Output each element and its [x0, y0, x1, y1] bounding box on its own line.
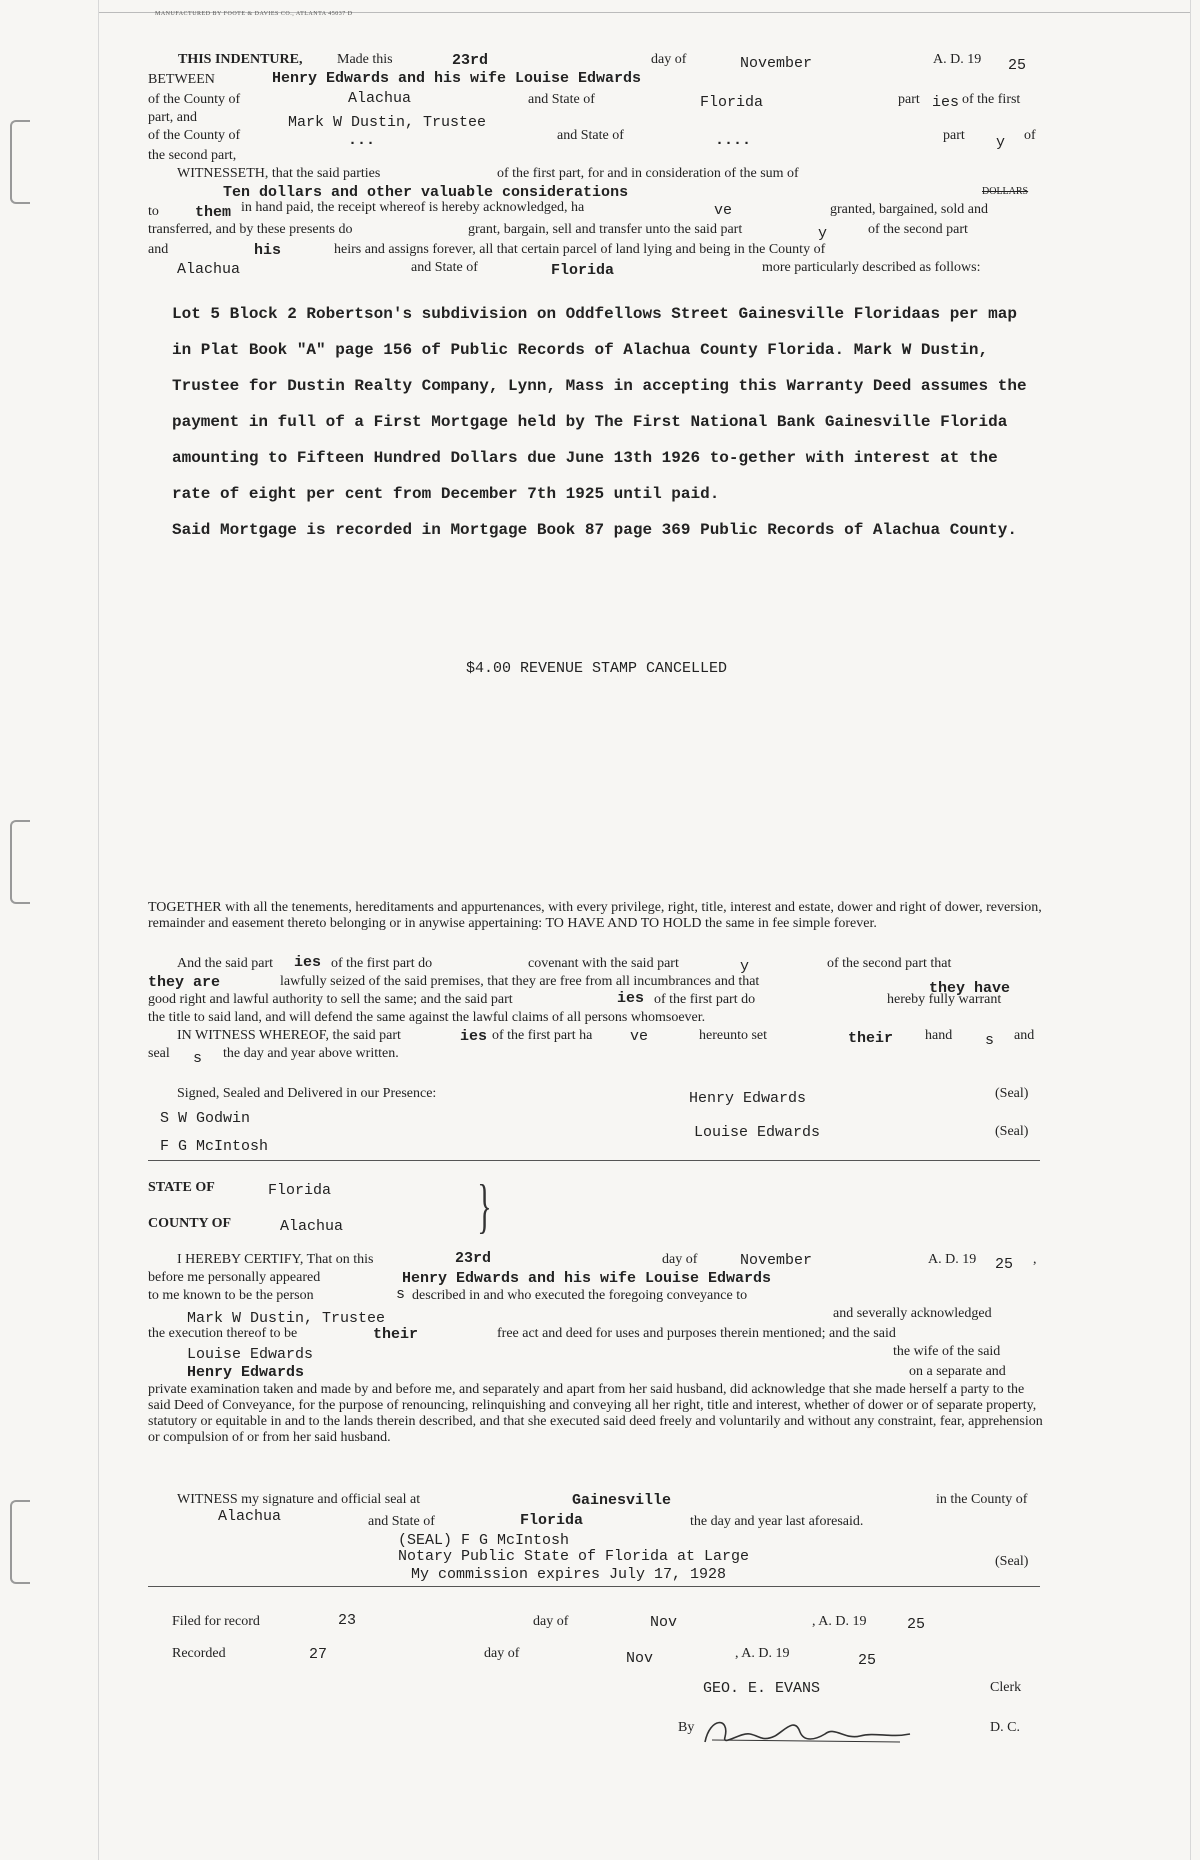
witnesseth-b: of the first part, for and in consideration of the sum of	[497, 166, 799, 181]
deed-month: November	[740, 55, 813, 72]
covenant-text: of the first part do	[331, 956, 433, 971]
before-text: before me personally appeared	[148, 1270, 321, 1285]
indenture-label: THIS INDENTURE,	[178, 52, 303, 67]
sev-ack-text: and severally acknowledged	[833, 1306, 992, 1321]
deputy-clerk-signature	[700, 1712, 920, 1752]
known-text: described in and who executed the foregoing conveyance to	[412, 1288, 748, 1303]
description-line: Trustee for Dustin Realty Company, Lynn, Mass in accepting this Warranty Deed assumes the	[172, 377, 1027, 395]
party-fill: ies	[932, 94, 960, 111]
party-fill: y	[996, 134, 1006, 151]
party-label: of	[1024, 128, 1036, 143]
day-of: day of	[533, 1614, 569, 1629]
y-fill: y	[818, 225, 828, 242]
s-fill: s	[193, 1050, 203, 1067]
dollars-label: DOLLARS	[982, 186, 1029, 197]
witnesseth-a: WITNESSETH, that the said parties	[177, 166, 381, 181]
day-of: day of	[484, 1646, 520, 1661]
grantee: Mark W Dustin, Trustee	[288, 114, 487, 131]
day-of: day of	[651, 52, 687, 67]
recorded-label: Recorded	[172, 1646, 226, 1661]
granted-text: granted, bargained, sold and	[830, 202, 988, 217]
heirs-text: heirs and assigns forever, all that certain parcel of land lying and being in the County of	[334, 242, 826, 257]
recorded-year: 25	[858, 1652, 877, 1669]
his-fill: his	[254, 242, 282, 259]
witness-sig-text: WITNESS my signature and official seal at	[177, 1492, 421, 1507]
filed-label: Filed for record	[172, 1614, 260, 1629]
grantors: Henry Edwards and his wife Louise Edwards	[272, 70, 642, 87]
ack-grantee: Mark W Dustin, Trustee	[187, 1310, 386, 1327]
consideration: Ten dollars and other valuable considerations	[223, 184, 629, 201]
in-county-text: in the County of	[936, 1492, 1028, 1507]
county-label: of the County of	[148, 92, 241, 107]
certify-text: I HEREBY CERTIFY, That on this	[177, 1252, 374, 1267]
description-line: in Plat Book "A" page 156 of Public Records of Alachua County Florida. Mark W Dustin,	[172, 341, 989, 359]
filed-month: Nov	[650, 1614, 678, 1631]
margin-line	[1190, 0, 1191, 1860]
section-divider	[148, 1586, 1040, 1587]
ies-fill: ies	[617, 990, 645, 1007]
comma: ,	[1033, 1252, 1037, 1267]
witness-whereof: hereunto set	[699, 1028, 768, 1043]
wife-of-text: the wife of the said	[893, 1344, 1001, 1359]
description-line: rate of eight per cent from December 7th 1925 until paid.	[172, 485, 720, 503]
seal-text: the day and year above written.	[223, 1046, 399, 1061]
they-are-fill: they are	[148, 974, 221, 991]
state-label: and State of	[368, 1514, 435, 1529]
ad-label: A. D. 19	[928, 1252, 977, 1267]
filed-day: 23	[338, 1612, 357, 1629]
signer-name: Louise Edwards	[694, 1124, 821, 1141]
free-act-text: free act and deed for uses and purposes therein mentioned; and the said	[497, 1326, 896, 1341]
witness-whereof: hand	[925, 1028, 953, 1043]
last-text: the day and year last aforesaid.	[690, 1514, 864, 1529]
dc-label: D. C.	[990, 1720, 1020, 1735]
day-of: day of	[662, 1252, 698, 1267]
witness-whereof: and	[1014, 1028, 1035, 1043]
county-label: of the County of	[148, 128, 241, 143]
part-and: part, and	[148, 110, 197, 125]
ies-fill: ies	[294, 954, 322, 971]
place-value: Gainesville	[572, 1492, 672, 1509]
appeared-persons: Henry Edwards and his wife Louise Edwards	[402, 1270, 772, 1287]
ve-fill: ve	[714, 202, 733, 219]
between-label: BETWEEN	[148, 72, 215, 87]
y-fill: y	[740, 958, 750, 975]
s-fill: s	[985, 1032, 995, 1049]
state-value: Florida	[700, 94, 764, 111]
deed-year: 25	[1008, 57, 1027, 74]
witness-whereof: IN WITNESS WHEREOF, the said part	[177, 1028, 401, 1043]
by-label: By	[678, 1720, 695, 1735]
habendum-clause: TOGETHER with all the tenements, hereditaments and appurtenances, with every privilege, right, title, interest and estate, dower and right of dower, reversion, remainder and easement thereto belonging or in anywise appertaining: TO HAVE AND TO HOLD the same in fee simple forever.	[148, 900, 1042, 931]
ack-day: 23rd	[455, 1250, 492, 1267]
their-fill: their	[373, 1326, 419, 1343]
party-label: part	[943, 128, 965, 143]
transferred-text: transferred, and by these presents do	[148, 222, 353, 237]
ve-fill: ve	[630, 1028, 649, 1045]
binding-bracket	[10, 820, 30, 904]
description-line: Said Mortgage is recorded in Mortgage Book 87 page 369 Public Records of Alachua County.	[172, 521, 1017, 539]
county-value: Alachua	[218, 1508, 282, 1525]
deed-day: 23rd	[452, 52, 489, 69]
covenant-text: of the first part do	[654, 992, 756, 1007]
county-value: Alachua	[348, 90, 412, 107]
to-label: to	[148, 204, 159, 219]
ack-month: November	[740, 1252, 813, 1269]
ies-fill: ies	[460, 1028, 488, 1045]
made-this: Made this	[337, 52, 393, 67]
county-label: COUNTY OF	[148, 1216, 232, 1231]
s-fill: s	[396, 1286, 406, 1303]
party-label: of the first	[962, 92, 1021, 107]
notary-line: (SEAL) F G McIntosh	[398, 1532, 570, 1549]
county-value: ...	[348, 132, 376, 149]
state-label: and State of	[528, 92, 595, 107]
husband-name: Henry Edwards	[187, 1364, 305, 1381]
covenant-text: hereby fully warrant	[887, 992, 1002, 1007]
second-part-text: of the second part	[868, 222, 968, 237]
ad-label: A. D. 19	[933, 52, 982, 67]
description-line: amounting to Fifteen Hundred Dollars due June 13th 1926 to-gether with interest at the	[172, 449, 998, 467]
state-label: STATE OF	[148, 1180, 215, 1195]
covenant-text: covenant with the said part	[528, 956, 679, 971]
section-divider	[148, 1160, 1040, 1161]
presence-label: Signed, Sealed and Delivered in our Presence:	[177, 1086, 437, 1101]
described-text: more particularly described as follows:	[762, 260, 981, 275]
margin-line	[98, 0, 99, 1860]
state-value: Florida	[268, 1182, 332, 1199]
seal-mark: (Seal)	[995, 1554, 1029, 1569]
clerk-name: GEO. E. EVANS	[703, 1680, 821, 1697]
ad-label: , A. D. 19	[735, 1646, 790, 1661]
signer-name: Henry Edwards	[689, 1090, 807, 1107]
state-label: and State of	[557, 128, 624, 143]
second-part: the second part,	[148, 148, 237, 163]
state-value: Florida	[551, 262, 615, 279]
they-have-fill: they have	[929, 980, 1011, 997]
wife-name: Louise Edwards	[187, 1346, 314, 1363]
and-label: and	[148, 242, 169, 257]
covenant-text: And the said part	[177, 956, 274, 971]
them-fill: them	[195, 204, 232, 221]
recorded-month: Nov	[626, 1650, 654, 1667]
party-label: part	[898, 92, 920, 107]
witness-whereof: of the first part ha	[492, 1028, 593, 1043]
separate-text: on a separate and	[909, 1364, 1006, 1379]
witness-name: S W Godwin	[160, 1110, 251, 1127]
filed-year: 25	[907, 1616, 926, 1633]
county-value: Alachua	[280, 1218, 344, 1235]
state-label: and State of	[411, 260, 478, 275]
covenant-text: good right and lawful authority to sell the same; and the said part	[148, 992, 513, 1007]
acknowledgment-body: private examination taken and made by and before me, and separately and apart from her said husband, did acknowledge that she made herself a party to the said Deed of Conveyance, for the purpose of renouncing, relinquishing and conveying all her right, title and interest, whether of dower or of separate property, statutory or equitable in and to the lands therein described, and that she executed said deed freely and voluntarily and without any constraint, fear, apprehension or compulsion of or from her said husband.	[148, 1382, 1043, 1445]
witness-name: F G McIntosh	[160, 1138, 269, 1155]
description-line: Lot 5 Block 2 Robertson's subdivision on Oddfellows Street Gainesville Floridaas per map	[172, 305, 1017, 323]
ad-label: , A. D. 19	[812, 1614, 867, 1629]
recorded-day: 27	[309, 1646, 328, 1663]
clerk-label: Clerk	[990, 1680, 1022, 1695]
seal-text: seal	[148, 1046, 170, 1061]
binding-bracket	[10, 120, 30, 204]
their-fill: their	[848, 1030, 894, 1047]
grant-text: grant, bargain, sell and transfer unto the said part	[468, 222, 743, 237]
binding-bracket	[10, 1500, 30, 1584]
state-value: Florida	[520, 1512, 584, 1529]
seal-mark: (Seal)	[995, 1124, 1029, 1139]
covenant-text: of the second part that	[827, 956, 952, 971]
covenant-text: the title to said land, and will defend the same against the lawful claims of all persons whomsoever.	[148, 1010, 706, 1025]
revenue-stamp-note: $4.00 REVENUE STAMP CANCELLED	[466, 660, 728, 677]
manufacturer-note: MANUFACTURED BY FOOTE & DAVIES CO., ATLANTA 45037 D	[155, 11, 353, 17]
covenant-text: lawfully seized of the said premises, that they are free from all incumbrances and that	[280, 974, 760, 989]
description-line: payment in full of a First Mortgage held by The First National Bank Gainesville Florida	[172, 413, 1008, 431]
ack-year: 25	[995, 1256, 1014, 1273]
receipt-text: in hand paid, the receipt whereof is hereby acknowledged, ha	[241, 200, 585, 215]
notary-line: Notary Public State of Florida at Large	[398, 1548, 750, 1565]
county-value: Alachua	[177, 261, 241, 278]
notary-line: My commission expires July 17, 1928	[411, 1566, 727, 1583]
state-value: ....	[715, 132, 752, 149]
seal-mark: (Seal)	[995, 1086, 1029, 1101]
brace-mark: }	[477, 1173, 492, 1239]
exec-text: the execution thereof to be	[148, 1326, 298, 1341]
known-text: to me known to be the person	[148, 1288, 314, 1303]
